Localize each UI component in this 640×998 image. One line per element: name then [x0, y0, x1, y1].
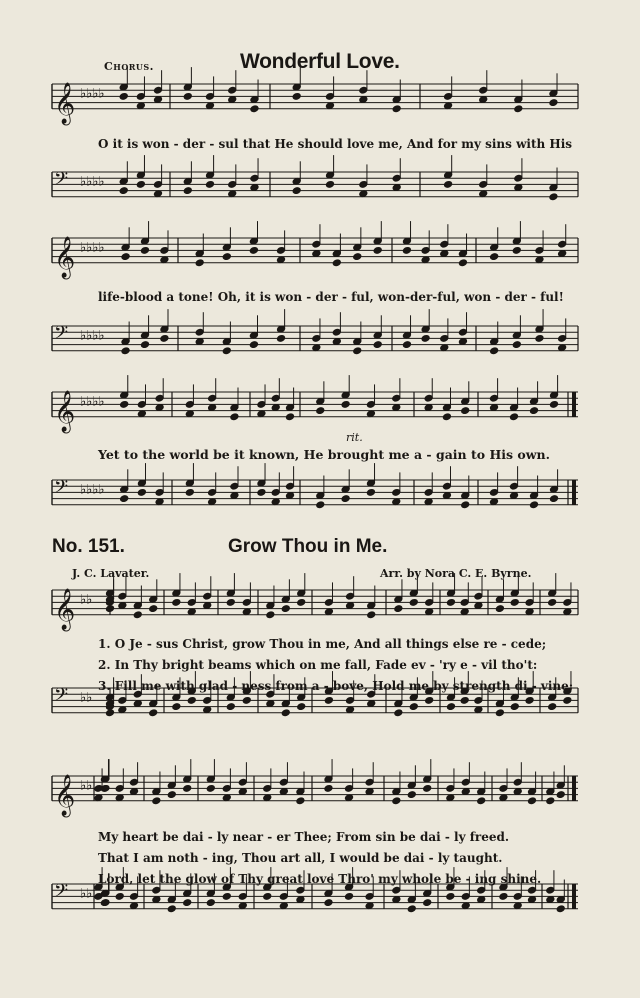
note-head: [105, 605, 114, 613]
note-head: [442, 413, 451, 421]
note-head: [250, 105, 259, 113]
note-head: [549, 495, 558, 503]
key-signature: ♭♭♭♭: [80, 240, 105, 256]
note-head: [425, 696, 434, 704]
note-head: [556, 791, 565, 799]
note-head: [230, 413, 239, 421]
bass-clef: 𝄢: [54, 685, 69, 711]
treble-clef: 𝄞: [54, 390, 76, 432]
note-head: [563, 696, 572, 704]
note-head: [510, 598, 519, 606]
note-head: [222, 253, 231, 261]
note-head: [421, 334, 430, 342]
note-head: [257, 488, 266, 496]
key-signature: ♭♭♭♭: [80, 394, 105, 410]
note-head: [407, 905, 416, 913]
verse-1-line-2: My heart be dai - ly near - er Thee; From sin be dai - ly freed.: [98, 830, 510, 844]
lyric-line: Yet to the world be it known, He brought me a - gain to His own.: [98, 447, 550, 462]
note-head: [292, 187, 301, 195]
note-head: [183, 899, 192, 907]
note-head: [119, 92, 128, 100]
author-credit: J. C. Lavater.: [72, 567, 150, 580]
verse-1-line-1: 1. O Je - sus Christ, grow Thou in me, And all things else re - cede;: [98, 637, 547, 651]
note-head: [297, 598, 306, 606]
bass-clef: 𝄢: [54, 477, 69, 503]
note-head: [341, 400, 350, 408]
note-head: [276, 334, 285, 342]
note-head: [407, 791, 416, 799]
note-head: [206, 899, 215, 907]
note-head: [392, 797, 401, 805]
note-head: [512, 341, 521, 349]
note-head: [549, 193, 558, 201]
note-head: [222, 347, 231, 355]
note-head: [185, 488, 194, 496]
note-head: [514, 105, 523, 113]
treble-clef: 𝄞: [54, 236, 76, 278]
note-head: [183, 187, 192, 195]
verse-2-line-2: That I am noth - ing, Thou art all, I would be dai - ly taught.: [98, 851, 503, 865]
note-head: [529, 407, 538, 415]
note-head: [392, 105, 401, 113]
note-head: [152, 797, 161, 805]
note-head: [490, 253, 499, 261]
note-head: [297, 703, 306, 711]
note-head: [133, 611, 142, 619]
note-head: [183, 92, 192, 100]
key-signature: ♭♭: [80, 690, 93, 706]
note-head: [446, 892, 455, 900]
bass-clef: 𝄢: [54, 169, 69, 195]
note-head: [172, 598, 181, 606]
note-head: [205, 180, 214, 188]
note-head: [509, 413, 518, 421]
note-head: [140, 246, 149, 254]
note-head: [444, 180, 453, 188]
note-head: [136, 180, 145, 188]
note-head: [160, 334, 169, 342]
note-head: [105, 709, 114, 717]
note-head: [546, 797, 555, 805]
note-head: [167, 791, 176, 799]
verse-3-line-2: Lord, let the glow of Thy great love Thro' my whole be - ing shine.: [98, 872, 542, 886]
note-head: [222, 892, 231, 900]
note-head: [119, 187, 128, 195]
note-head: [226, 703, 235, 711]
note-head: [477, 797, 486, 805]
note-head: [325, 180, 334, 188]
note-head: [172, 703, 181, 711]
verse-2-line-1: 2. In Thy bright beams which on me fall, Fade ev - 'ry e - vil tho't:: [98, 658, 538, 672]
note-head: [120, 495, 129, 503]
note-head: [226, 598, 235, 606]
note-head: [206, 784, 215, 792]
hymn-title-grow-thou-in-me: Grow Thou in Me.: [228, 536, 388, 557]
arranger-credit: Arr. by Nora C. E. Byrne.: [380, 567, 532, 580]
note-head: [195, 259, 204, 267]
hymn-number: No. 151.: [52, 536, 125, 557]
note-head: [316, 407, 325, 415]
note-head: [121, 347, 130, 355]
bass-clef: 𝄢: [54, 881, 69, 907]
key-signature: ♭♭♭♭: [80, 482, 105, 498]
hymn-title-wonderful-love: Wonderful Love.: [240, 50, 400, 73]
note-head: [402, 341, 411, 349]
note-head: [120, 400, 129, 408]
note-head: [402, 246, 411, 254]
note-head: [460, 696, 469, 704]
note-head: [535, 334, 544, 342]
note-head: [461, 501, 470, 509]
note-head: [458, 259, 467, 267]
note-head: [285, 413, 294, 421]
note-head: [548, 703, 557, 711]
ritardando-mark: rit.: [346, 431, 363, 444]
verse-3-line-1: 3. Fill me with glad - ness from a - bove, Hold me by strength di - vine;: [98, 679, 574, 693]
note-head: [373, 341, 382, 349]
note-head: [510, 703, 519, 711]
note-head: [281, 709, 290, 717]
note-head: [367, 611, 376, 619]
note-head: [101, 899, 110, 907]
treble-clef: 𝄞: [54, 82, 76, 124]
note-head: [292, 92, 301, 100]
note-head: [316, 501, 325, 509]
note-head: [341, 495, 350, 503]
note-head: [149, 709, 158, 717]
note-head: [281, 605, 290, 613]
note-head: [249, 341, 258, 349]
note-head: [345, 892, 354, 900]
note-head: [549, 400, 558, 408]
treble-clef: 𝄞: [54, 588, 76, 630]
note-head: [242, 696, 251, 704]
note-head: [527, 797, 536, 805]
note-head: [366, 488, 375, 496]
note-head: [324, 696, 333, 704]
note-head: [446, 703, 455, 711]
note-head: [332, 259, 341, 267]
note-head: [548, 598, 557, 606]
note-head: [394, 605, 403, 613]
note-head: [249, 246, 258, 254]
note-head: [167, 905, 176, 913]
bass-clef: 𝄢: [54, 323, 69, 349]
note-head: [266, 611, 275, 619]
note-head: [324, 784, 333, 792]
note-head: [149, 605, 158, 613]
note-head: [263, 892, 272, 900]
note-head: [115, 892, 124, 900]
note-head: [121, 253, 130, 261]
key-signature: ♭♭: [80, 778, 93, 794]
lyric-line: O it is won - der - sul that He should love me, And for my sins with His: [98, 137, 573, 151]
note-head: [137, 488, 146, 496]
note-head: [423, 784, 432, 792]
note-head: [529, 501, 538, 509]
note-head: [495, 605, 504, 613]
note-head: [495, 709, 504, 717]
note-head: [353, 253, 362, 261]
note-head: [512, 246, 521, 254]
note-head: [423, 899, 432, 907]
note-head: [409, 703, 418, 711]
note-head: [324, 899, 333, 907]
note-head: [183, 784, 192, 792]
note-head: [394, 709, 403, 717]
note-head: [373, 246, 382, 254]
key-signature: ♭♭♭♭: [80, 86, 105, 102]
note-head: [499, 892, 508, 900]
note-head: [549, 99, 558, 107]
note-head: [187, 696, 196, 704]
note-head: [556, 905, 565, 913]
key-signature: ♭♭: [80, 592, 93, 608]
note-head: [353, 347, 362, 355]
lyric-line: life-blood a tone! Oh, it is won - der - ful, won-der-ful, won - der - ful!: [98, 290, 564, 304]
note-head: [490, 347, 499, 355]
note-head: [461, 407, 470, 415]
key-signature: ♭♭♭♭: [80, 328, 105, 344]
note-head: [409, 598, 418, 606]
note-head: [446, 598, 455, 606]
note-head: [296, 797, 305, 805]
note-head: [140, 341, 149, 349]
key-signature: ♭♭: [80, 886, 93, 902]
note-head: [525, 696, 534, 704]
chorus-label: Chorus.: [104, 60, 155, 73]
treble-clef: 𝄞: [54, 774, 76, 816]
key-signature: ♭♭♭♭: [80, 174, 105, 190]
